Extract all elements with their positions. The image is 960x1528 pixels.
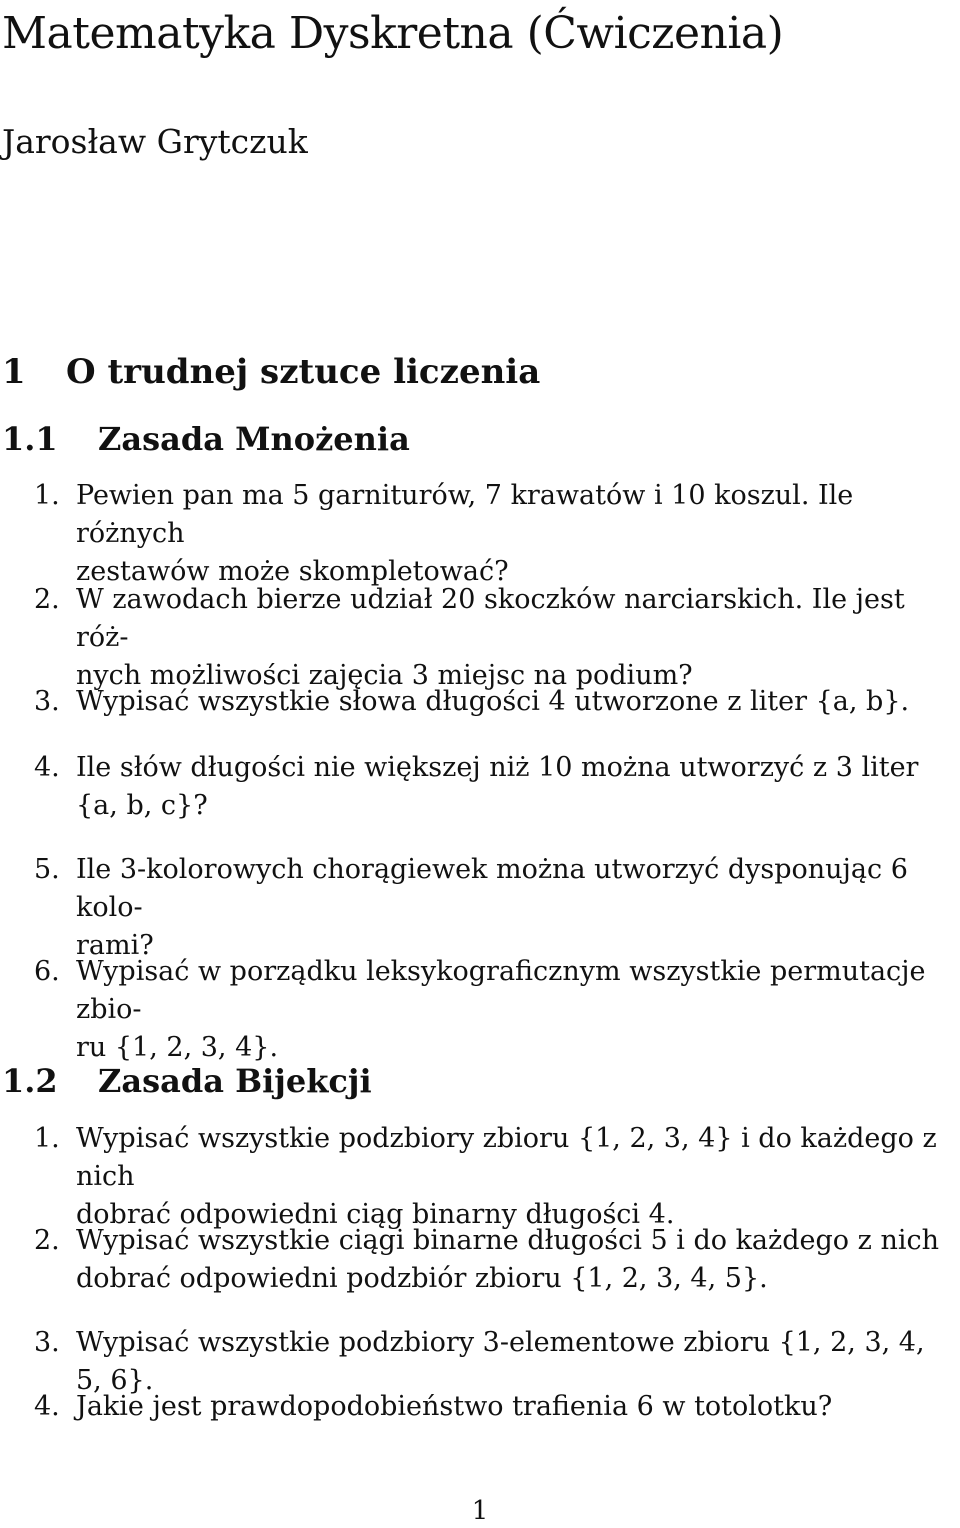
item-number: 4.	[34, 1391, 60, 1422]
item-number: 5.	[34, 854, 60, 885]
item-number: 6.	[34, 956, 60, 987]
section-title: O trudnej sztuce liczenia	[66, 352, 541, 392]
subsection-number: 1.1	[2, 420, 58, 458]
page-number: 1	[471, 1496, 489, 1526]
section-number: 1	[2, 352, 26, 392]
item-number: 3.	[34, 686, 60, 717]
item-number: 3.	[34, 1327, 60, 1358]
item-text: Wypisać wszystkie podzbiory zbioru {1, 2, 3, 4} i do każdego z nich dobrać odpowiedni ciąg binarny długości 4.	[76, 1123, 937, 1230]
subsection-heading-1-2	[2, 1062, 372, 1100]
subsection-number: 1.2	[2, 1062, 58, 1100]
item-text: W zawodach bierze udział 20 skoczków narciarskich. Ile jest róż- nych możliwości zajęcia 3 miejsc na podium?	[76, 584, 905, 691]
item-number: 4.	[34, 752, 60, 783]
item-text: Wypisać wszystkie słowa długości 4 utworzone z liter {a, b}.	[76, 686, 910, 717]
author-name: Jarosław Grytczuk	[2, 122, 308, 161]
section-heading	[2, 352, 540, 392]
subsection-title: Zasada Bijekcji	[98, 1062, 372, 1100]
item-text: Wypisać w porządku leksykograficznym wszystkie permutacje zbio- ru {1, 2, 3, 4}.	[76, 956, 926, 1063]
subsection-heading-1-1	[2, 420, 410, 458]
item-text: Wypisać wszystkie podzbiory 3-elementowe zbioru {1, 2, 3, 4, 5, 6}.	[76, 1327, 925, 1396]
item-text: Wypisać wszystkie ciągi binarne długości 5 i do każdego z nich dobrać odpowiedni podzbiór zbioru {1, 2, 3, 4, 5}.	[76, 1225, 939, 1294]
item-number: 1.	[34, 480, 60, 511]
item-number: 1.	[34, 1123, 60, 1154]
item-number: 2.	[34, 584, 60, 615]
item-number: 2.	[34, 1225, 60, 1256]
item-text: Pewien pan ma 5 garniturów, 7 krawatów i 10 koszul. Ile różnych zestawów może skompletować?	[76, 480, 854, 587]
item-text: Jakie jest prawdopodobieństwo trafienia 6 w totolotku?	[76, 1391, 833, 1422]
document-title: Matematyka Dyskretna (Ćwiczenia)	[2, 8, 784, 59]
item-text: Ile 3-kolorowych chorągiewek można utworzyć dysponując 6 kolo- rami?	[76, 854, 908, 961]
subsection-title: Zasada Mnożenia	[98, 420, 410, 458]
item-text: Ile słów długości nie większej niż 10 można utworzyć z 3 liter {a, b, c}?	[76, 752, 919, 821]
